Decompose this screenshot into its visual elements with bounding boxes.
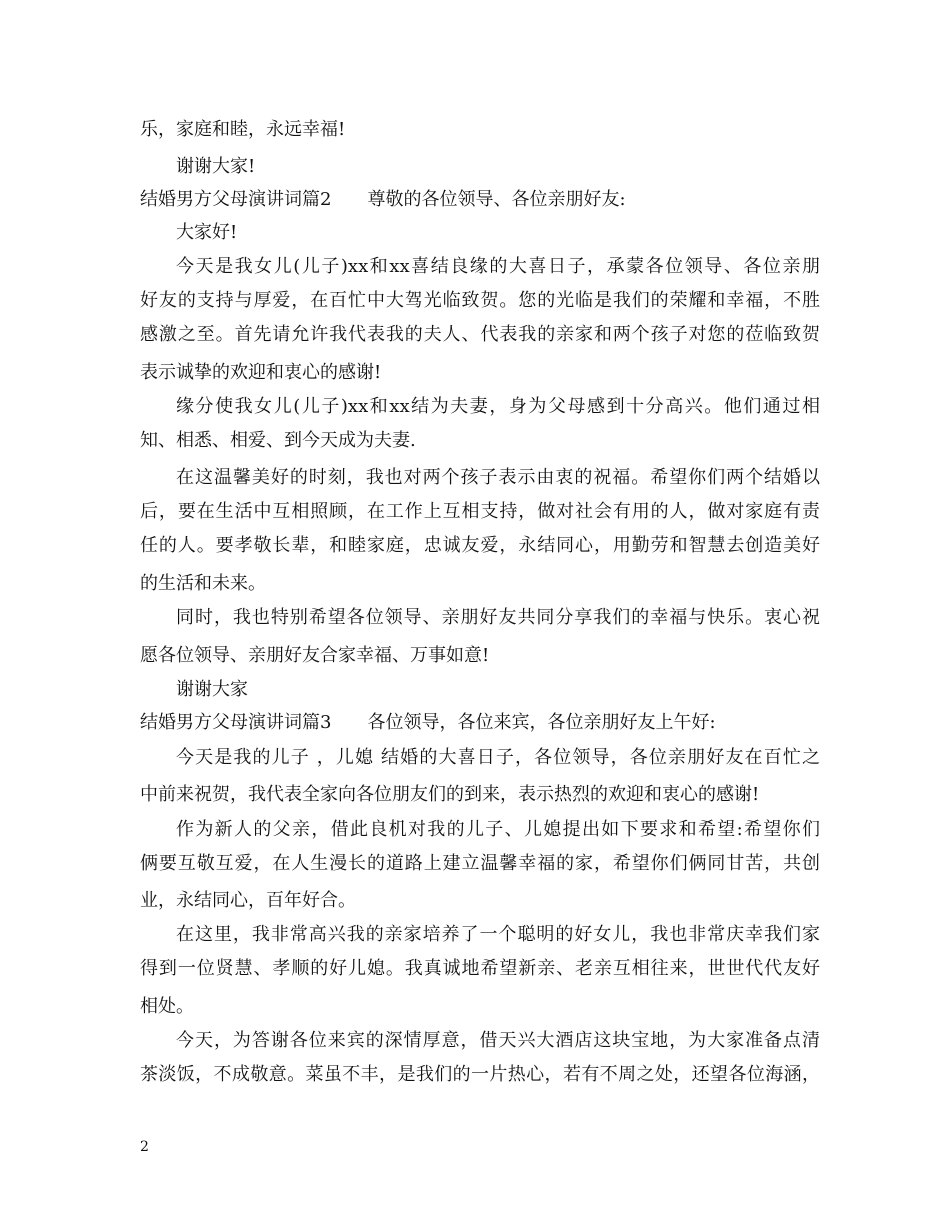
text-line: 谢谢大家 [176, 679, 248, 700]
text-line: 乐，家庭和睦，永远幸福! [140, 119, 346, 140]
text-line: 作为新人的父亲，借此良机对我的儿子、儿媳提出如下要求和希望:希望你们 [176, 819, 820, 840]
text-line: 今天是我女儿(儿子)xx和xx喜结良缘的大喜日子，承蒙各位领导、各位亲朋 [176, 256, 820, 277]
text-line: 茶淡饭，不成敬意。菜虽不丰，是我们的一片热心，若有不周之处，还望各位海涵， [140, 1064, 820, 1085]
text-line: 在这温馨美好的时刻，我也对两个孩子表示由衷的祝福。希望你们两个结婚以 [176, 467, 820, 488]
text-line: 谢谢大家! [176, 156, 256, 177]
text-line: 相处。 [140, 996, 194, 1017]
text-line: 今天，为答谢各位来宾的深情厚意，借天兴大酒店这块宝地，为大家准备点清 [176, 1030, 820, 1051]
text-line: 好友的支持与厚爱，在百忙中大驾光临致贺。您的光临是我们的荣耀和幸福，不胜 [140, 290, 820, 311]
text-line: 感激之至。首先请允许我代表我的夫人、代表我的亲家和两个孩子对您的莅临致贺 [140, 324, 820, 345]
text-line: 中前来祝贺，我代表全家向各位朋友们的到来，表示热烈的欢迎和衷心的感谢! [140, 784, 760, 805]
text-line: 愿各位领导、亲朋好友合家幸福、万事如意! [140, 645, 490, 666]
page-number: 2 [140, 1139, 149, 1155]
text-line: 俩要互敬互爱，在人生漫长的道路上建立温馨幸福的家，希望你们俩同甘苦，共创 [140, 853, 820, 874]
section-heading-line: 结婚男方父母演讲词篇3 各位领导，各位来宾，各位亲朋好友上午好: [140, 712, 716, 733]
section-heading-line: 结婚男方父母演讲词篇2 尊敬的各位领导、各位亲朋好友: [140, 189, 626, 210]
text-line: 业，永结同心，百年好合。 [140, 890, 356, 911]
text-line: 后，要在生活中互相照顾，在工作上互相支持，做对社会有用的人，做对家庭有责 [140, 501, 820, 522]
text-line: 知、相悉、相爱、到今天成为夫妻. [140, 430, 416, 451]
text-line: 表示诚挚的欢迎和衷心的感谢! [140, 362, 382, 383]
text-line: 任的人。要孝敬长辈，和睦家庭，忠诚友爱，永结同心，用勤劳和智慧去创造美好 [140, 535, 820, 556]
text-line: 同时，我也特别希望各位领导、亲朋好友共同分享我们的幸福与快乐。衷心祝 [176, 607, 820, 628]
text-line: 大家好! [176, 222, 238, 243]
text-line: 缘分使我女儿(儿子)xx和xx结为夫妻，身为父母感到十分高兴。他们通过相 [176, 396, 820, 417]
text-line: 得到一位贤慧、孝顺的好儿媳。我真诚地希望新亲、老亲互相往来，世世代代友好 [140, 958, 820, 979]
text-line: 今天是我的儿子 ，儿媳 结婚的大喜日子，各位领导，各位亲朋好友在百忙之 [176, 747, 820, 768]
text-line: 的生活和未来。 [140, 573, 266, 594]
text-line: 在这里，我非常高兴我的亲家培养了一个聪明的好女儿，我也非常庆幸我们家 [176, 924, 820, 945]
